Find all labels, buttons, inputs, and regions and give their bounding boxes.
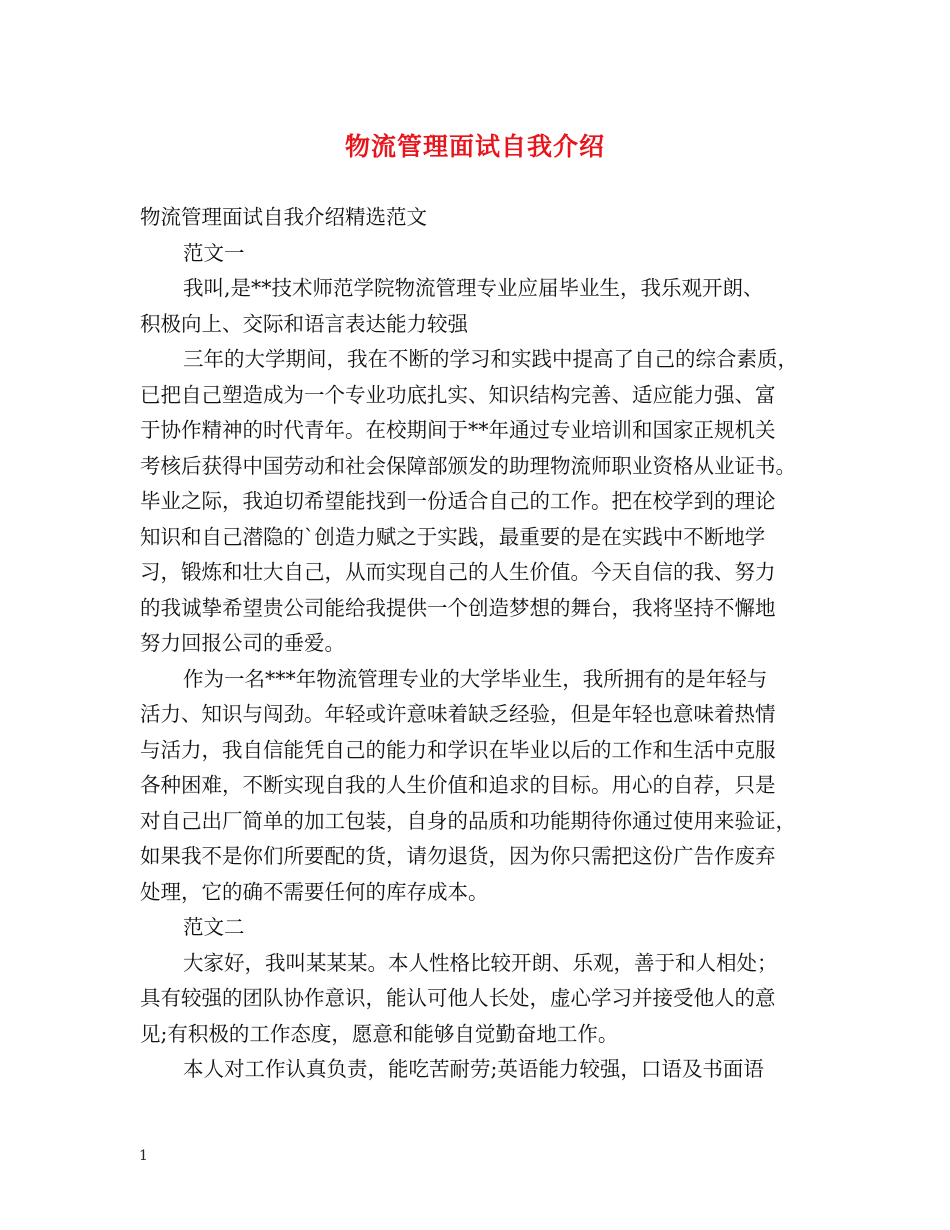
paragraph-line: 大家好，我叫某某某。本人性格比较开朗、乐观，善于和人相处；	[183, 950, 778, 975]
paragraph-line: 具有较强的团队协作意识，能认可他人长处，虚心学习并接受他人的意	[140, 986, 776, 1010]
paragraph-line: 已把自己塑造成为一个专业功底扎实、知识结构完善、适应能力强、富	[140, 382, 776, 407]
paragraph-line: 各种困难，不断实现自我的人生价值和追求的目标。用心的自荐，只是	[140, 773, 776, 797]
paragraph-line: 努力回报公司的垂爱。	[140, 631, 345, 655]
paragraph-line: 与活力，我自信能凭自己的能力和学识在毕业以后的工作和生活中克服	[140, 737, 776, 762]
paragraph-line: 毕业之际，我迫切希望能找到一份适合自己的工作。把在校学到的理论	[140, 489, 776, 513]
paragraph-line: 的我诚挚希望贵公司能给我提供一个创造梦想的舞台，我将坚持不懈地	[140, 595, 776, 620]
body-line: 物流管理面试自我介绍精选范文	[140, 205, 427, 229]
paragraph-line: 于协作精神的时代青年。在校期间于**年通过专业培训和国家正规机关	[140, 418, 776, 442]
document-title: 物流管理面试自我介绍	[344, 132, 605, 161]
paragraph-line: 本人对工作认真负责，能吃苦耐劳;英语能力较强，口语及书面语	[183, 1057, 764, 1081]
section-heading: 范文二	[183, 915, 245, 939]
paragraph-line: 我叫,是**技术师范学院物流管理专业应届毕业生，我乐观开朗、	[183, 276, 764, 300]
document-body	[140, 200, 820, 1088]
paragraph-line: 作为一名***年物流管理专业的大学毕业生，我所拥有的是年轻与	[183, 666, 768, 691]
paragraph-line: 知识和自己潜隐的`创造力赋之于实践，最重要的是在实践中不断地学	[140, 524, 766, 549]
paragraph-line: 考核后获得中国劳动和社会保障部颁发的助理物流师职业资格从业证书。	[140, 453, 796, 478]
paragraph-line: 对自己出厂简单的加工包装，自身的品质和功能期待你通过使用来验证，	[140, 808, 796, 833]
paragraph-line: 积极向上、交际和语言表达能力较强	[140, 311, 468, 336]
paragraph-line: 三年的大学期间，我在不断的学习和实践中提高了自己的综合素质，	[183, 347, 798, 371]
paragraph-line: 活力、知识与闯劲。年轻或许意味着缺乏经验，但是年轻也意味着热情	[140, 702, 776, 726]
paragraph-line: 见;有积极的工作态度，愿意和能够自觉勤奋地工作。	[140, 1021, 619, 1046]
paragraph-line: 如果我不是你们所要配的货，请勿退货，因为你只需把这份广告作废弃	[140, 844, 776, 868]
paragraph-line: 处理，它的确不需要任何的库存成本。	[140, 879, 489, 904]
section-heading: 范文一	[183, 240, 245, 265]
page-number: 1	[139, 1148, 148, 1164]
paragraph-line: 习，锻炼和壮大自己，从而实现自己的人生价值。今天自信的我、努力	[140, 560, 776, 584]
